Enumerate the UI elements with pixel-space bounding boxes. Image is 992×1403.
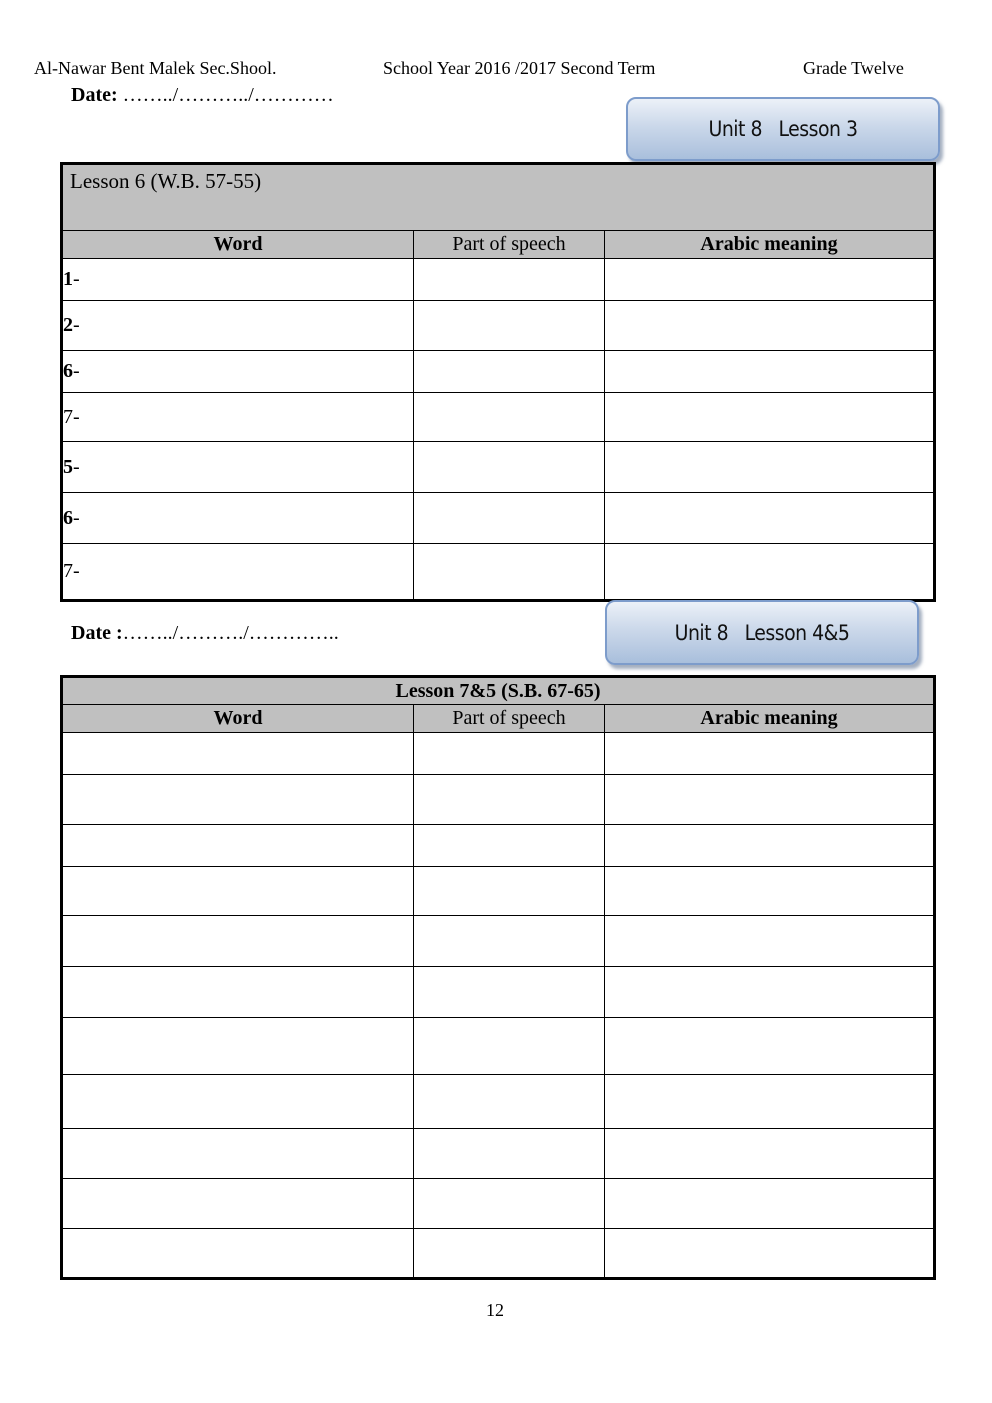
table-row [62,442,935,493]
column-header-part-of-speech: Part of speech [414,231,605,259]
arabic-meaning-cell[interactable] [605,825,935,867]
row-number: 6 [63,360,73,382]
arabic-meaning-cell[interactable] [605,351,935,393]
word-cell[interactable] [62,393,414,442]
school-name: Al-Nawar Bent Malek Sec.Shool. [34,58,277,78]
date-line-2 [71,622,339,645]
row-number: 6 [63,506,73,529]
word-cell[interactable] [62,1229,414,1279]
part-of-speech-cell[interactable] [414,733,605,775]
row-dash: - [73,455,80,478]
part-of-speech-cell[interactable] [414,301,605,351]
part-of-speech-cell[interactable] [414,1229,605,1279]
table-row [62,351,935,393]
part-of-speech-cell[interactable] [414,393,605,442]
table-row [62,393,935,442]
column-header-part-of-speech: Part of speech [414,705,605,733]
word-cell[interactable] [62,493,414,544]
part-of-speech-cell[interactable] [414,1179,605,1229]
table-title: Lesson 6 (W.B. 57-55) [62,164,935,231]
word-cell[interactable] [62,301,414,351]
word-cell[interactable] [62,1075,414,1129]
table-row [62,493,935,544]
word-cell[interactable] [62,916,414,967]
part-of-speech-cell[interactable] [414,825,605,867]
part-of-speech-cell[interactable] [414,967,605,1018]
arabic-meaning-cell[interactable] [605,544,935,601]
table-row [62,1075,935,1129]
word-cell[interactable] [62,544,414,601]
arabic-meaning-cell[interactable] [605,1129,935,1179]
word-cell[interactable] [62,259,414,301]
date-blank: ……../………./………….. [122,622,339,644]
table-row [62,301,935,351]
date-label: Date : [71,622,123,644]
table-row [62,259,935,301]
table-row [62,825,935,867]
table-row [62,1129,935,1179]
word-cell[interactable] [62,733,414,775]
column-header-word: Word [62,705,414,733]
table-row [62,1018,935,1075]
table-row [62,1179,935,1229]
word-cell[interactable] [62,1018,414,1075]
part-of-speech-cell[interactable] [414,544,605,601]
word-cell[interactable] [62,442,414,493]
date-label: Date: [71,84,118,106]
arabic-meaning-cell[interactable] [605,1179,935,1229]
date-blank: ……../………../………… [117,84,334,106]
row-dash: - [73,268,80,290]
part-of-speech-cell[interactable] [414,351,605,393]
word-cell[interactable] [62,775,414,825]
row-dash: - [73,506,80,529]
arabic-meaning-cell[interactable] [605,867,935,916]
table-row [62,867,935,916]
arabic-meaning-cell[interactable] [605,1075,935,1129]
part-of-speech-cell[interactable] [414,1129,605,1179]
part-of-speech-cell[interactable] [414,1075,605,1129]
arabic-meaning-cell[interactable] [605,733,935,775]
unit-lesson-banner-2: Unit 8 Lesson 4&5 [605,600,919,665]
row-number: 1 [63,268,73,290]
part-of-speech-cell[interactable] [414,442,605,493]
vocabulary-table-1 [60,162,936,602]
grade-level: Grade Twelve [803,58,904,78]
part-of-speech-cell[interactable] [414,1018,605,1075]
page-number: 12 [486,1300,504,1320]
part-of-speech-cell[interactable] [414,775,605,825]
row-number: 5 [63,455,73,478]
part-of-speech-cell[interactable] [414,867,605,916]
arabic-meaning-cell[interactable] [605,301,935,351]
table-row [62,544,935,601]
table-title: Lesson 7&5 (S.B. 67-65) [62,677,935,705]
arabic-meaning-cell[interactable] [605,775,935,825]
part-of-speech-cell[interactable] [414,259,605,301]
arabic-meaning-cell[interactable] [605,916,935,967]
arabic-meaning-cell[interactable] [605,493,935,544]
table-row [62,733,935,775]
column-header-arabic-meaning: Arabic meaning [605,705,935,733]
unit-lesson-banner-1: Unit 8 Lesson 3 [626,97,940,161]
row-number: 7- [63,560,80,582]
column-header-word: Word [62,231,414,259]
word-cell[interactable] [62,351,414,393]
word-cell[interactable] [62,825,414,867]
arabic-meaning-cell[interactable] [605,393,935,442]
part-of-speech-cell[interactable] [414,493,605,544]
school-year: School Year 2016 /2017 Second Term [383,58,656,78]
column-header-arabic-meaning: Arabic meaning [605,231,935,259]
word-cell[interactable] [62,967,414,1018]
table-row [62,967,935,1018]
row-dash: - [73,314,80,336]
row-dash: - [73,360,80,382]
arabic-meaning-cell[interactable] [605,259,935,301]
vocabulary-table-2 [60,675,936,1280]
word-cell[interactable] [62,867,414,916]
row-number: 2 [63,314,73,336]
arabic-meaning-cell[interactable] [605,1229,935,1279]
table-row [62,1229,935,1279]
date-line-1 [71,84,334,107]
arabic-meaning-cell[interactable] [605,442,935,493]
word-cell[interactable] [62,1179,414,1229]
arabic-meaning-cell[interactable] [605,967,935,1018]
table-row [62,916,935,967]
table-row [62,775,935,825]
part-of-speech-cell[interactable] [414,916,605,967]
arabic-meaning-cell[interactable] [605,1018,935,1075]
word-cell[interactable] [62,1129,414,1179]
row-number: 7- [63,405,80,428]
